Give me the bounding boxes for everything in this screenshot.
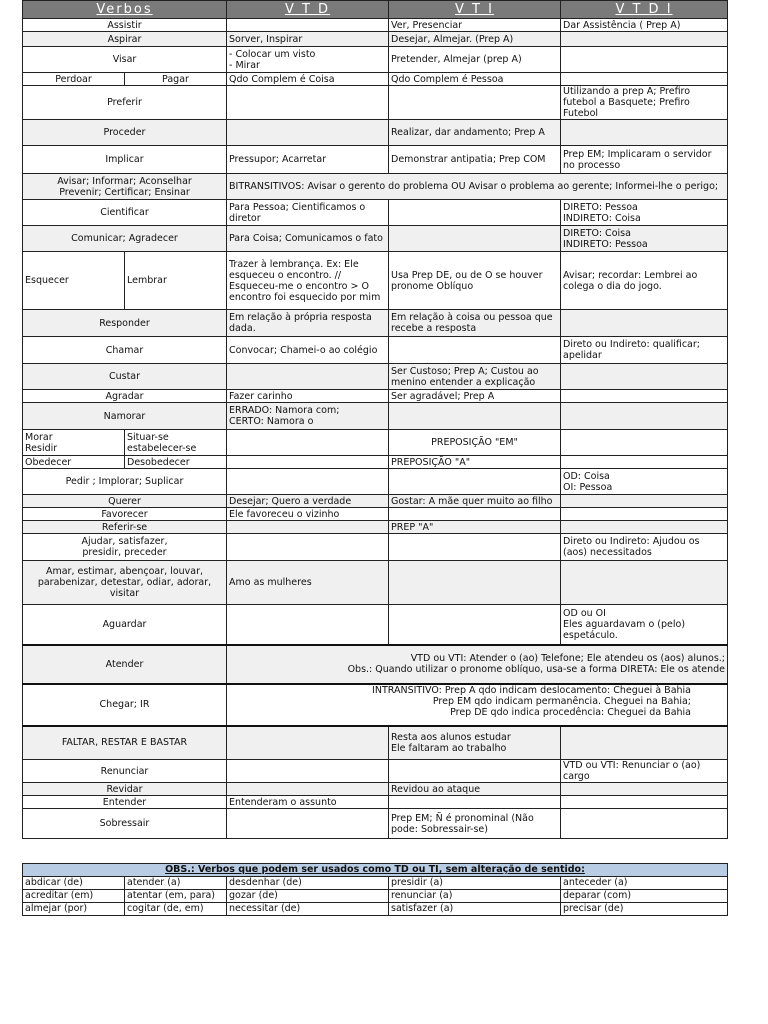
vtdi-cell: [561, 456, 728, 469]
vti-cell: PREPOSIÇÃO "EM": [389, 430, 561, 456]
note-cell: VTD ou VTI: Atender o (ao) Telefone; Ele atendeu os (aos) alunos.; Obs.: Quando utilizar o pronome oblíquo, usa-se a forma DIRETA: Ele os atende: [227, 645, 728, 684]
vtd-cell: ERRADO: Namora com; CERTO: Namora o: [227, 403, 389, 430]
table-row: [23, 73, 728, 86]
table-row: [23, 783, 728, 796]
vtd-cell: [227, 605, 389, 645]
vtd-cell: Para Coisa; Comunicamos o fato: [227, 226, 389, 252]
vti-cell: Pretender, Almejar (prep A): [389, 47, 561, 73]
verb-cell: Sobressair: [23, 809, 227, 839]
verb-cell: Chamar: [23, 337, 227, 364]
table-row: [23, 337, 728, 364]
vti-cell: [389, 226, 561, 252]
table-row: [23, 364, 728, 390]
obs-row: [23, 890, 728, 903]
vtdi-cell: Direto ou Indireto: Ajudou os (aos) necessitados: [561, 534, 728, 561]
vti-cell: Resta aos alunos estudar Ele faltaram ao trabalho: [389, 726, 561, 760]
vti-cell: [389, 605, 561, 645]
verb-cell: Esquecer: [23, 252, 125, 310]
obs-verbs-table: [22, 863, 728, 916]
obs-title-row: [23, 864, 728, 877]
vtdi-cell: [561, 120, 728, 146]
vti-cell: Gostar: A mãe quer muito ao filho: [389, 495, 561, 508]
vti-cell: PREP "A": [389, 521, 561, 534]
obs-cell: satisfazer (a): [389, 903, 561, 916]
verb-cell: Renunciar: [23, 760, 227, 783]
vti-cell: [389, 561, 561, 605]
vtd-cell: Pressupor; Acarretar: [227, 146, 389, 174]
table-row: [23, 456, 728, 469]
table-row: [23, 495, 728, 508]
vtd-cell: [227, 19, 389, 32]
vtd-cell: Para Pessoa; Cientificamos o diretor: [227, 200, 389, 226]
vtdi-cell: [561, 403, 728, 430]
verb-cell: Agradar: [23, 390, 227, 403]
table-row: [23, 796, 728, 809]
verb-cell: Situar-se estabelecer-se: [125, 430, 227, 456]
vtdi-cell: Avisar; recordar: Lembrei ao colega o dia do jogo.: [561, 252, 728, 310]
table-row: [23, 120, 728, 146]
vti-cell: Qdo Complem é Pessoa: [389, 73, 561, 86]
table-row: [23, 809, 728, 839]
vtd-cell: [227, 534, 389, 561]
verb-cell: Pedir ; Implorar; Suplicar: [23, 469, 227, 495]
verb-cell: Revidar: [23, 783, 227, 796]
vtdi-cell: [561, 809, 728, 839]
verb-cell: Implicar: [23, 146, 227, 174]
table-row: [23, 174, 728, 200]
vtd-cell: Entenderam o assunto: [227, 796, 389, 809]
obs-cell: almejar (por): [23, 903, 125, 916]
obs-cell: atender (a): [125, 877, 227, 890]
vtd-cell: Trazer à lembrança. Ex: Ele esqueceu o encontro. // Esqueceu-me o encontro > O encontro foi esquecido por mim: [227, 252, 389, 310]
vtd-cell: [227, 364, 389, 390]
verb-cell: Lembrar: [125, 252, 227, 310]
obs-cell: presidir (a): [389, 877, 561, 890]
verb-cell: Obedecer: [23, 456, 125, 469]
table-row: [23, 760, 728, 783]
vti-cell: [389, 534, 561, 561]
verb-cell: Visar: [23, 47, 227, 73]
verb-cell: Entender: [23, 796, 227, 809]
vtd-cell: Fazer carinho: [227, 390, 389, 403]
obs-cell: desdenhar (de): [227, 877, 389, 890]
vti-cell: Realizar, dar andamento; Prep A: [389, 120, 561, 146]
vti-cell: [389, 403, 561, 430]
bitransitive-cell: BITRANSITIVOS: Avisar o gerento do problema OU Avisar o problema ao gerente; Informei-lhe o perigo;: [227, 174, 728, 200]
vtdi-cell: Utilizando a prep A; Prefiro futebol a Basquete; Prefiro Futebol: [561, 86, 728, 120]
verb-cell: Proceder: [23, 120, 227, 146]
obs-cell: gozar (de): [227, 890, 389, 903]
verb-cell: Perdoar: [23, 73, 125, 86]
table-row: [23, 252, 728, 310]
vtd-cell: [227, 430, 389, 456]
vtd-cell: Convocar; Chamei-o ao colégio: [227, 337, 389, 364]
header-vtd: V T D: [227, 1, 389, 19]
table-row: [23, 521, 728, 534]
vtd-cell: Amo as mulheres: [227, 561, 389, 605]
vti-cell: Desejar, Almejar. (Prep A): [389, 32, 561, 47]
table-row: [23, 605, 728, 645]
verb-cell: Aspirar: [23, 32, 227, 47]
verb-cell: Querer: [23, 495, 227, 508]
obs-cell: necessitar (de): [227, 903, 389, 916]
obs-cell: deparar (com): [561, 890, 728, 903]
vtdi-cell: OD: Coisa OI: Pessoa: [561, 469, 728, 495]
table-row: [23, 86, 728, 120]
vti-cell: [389, 337, 561, 364]
obs-cell: atentar (em, para): [125, 890, 227, 903]
table-row: [23, 32, 728, 47]
vtdi-cell: DIRETO: Pessoa INDIRETO: Coisa: [561, 200, 728, 226]
vti-cell: Ser agradável; Prep A: [389, 390, 561, 403]
obs-cell: abdicar (de): [23, 877, 125, 890]
table-row: [23, 146, 728, 174]
table-row: [23, 47, 728, 73]
verb-cell: Pagar: [125, 73, 227, 86]
obs-cell: anteceder (a): [561, 877, 728, 890]
verb-cell: Amar, estimar, abençoar, louvar, parabenizar, detestar, odiar, adorar, visitar: [23, 561, 227, 605]
vtd-cell: - Colocar um visto - Mirar: [227, 47, 389, 73]
vti-cell: Ver, Presenciar: [389, 19, 561, 32]
verb-cell: Preferir: [23, 86, 227, 120]
header-vti: V T I: [389, 1, 561, 19]
vtd-cell: [227, 521, 389, 534]
table-row: [23, 19, 728, 32]
table-row: [23, 684, 728, 726]
verb-cell: Favorecer: [23, 508, 227, 521]
table-row: [23, 310, 728, 337]
vtdi-cell: OD ou OI Eles aguardavam o (pelo) espetáculo.: [561, 605, 728, 645]
verb-cell: Chegar; IR: [23, 684, 227, 726]
table-row: [23, 508, 728, 521]
verb-cell: Morar Residir: [23, 430, 125, 456]
vtdi-cell: [561, 310, 728, 337]
obs-cell: cogitar (de, em): [125, 903, 227, 916]
vti-cell: Demonstrar antipatia; Prep COM: [389, 146, 561, 174]
vtd-cell: Em relação à própria resposta dada.: [227, 310, 389, 337]
verb-cell: Avisar; Informar; Aconselhar Prevenir; Certificar; Ensinar: [23, 174, 227, 200]
vtd-cell: [227, 809, 389, 839]
vtd-cell: Ele favoreceu o vizinho: [227, 508, 389, 521]
vtd-cell: Qdo Complem é Coisa: [227, 73, 389, 86]
header-verbos: Verbos: [23, 1, 227, 19]
verb-cell: Referir-se: [23, 521, 227, 534]
vtd-cell: Desejar; Quero a verdade: [227, 495, 389, 508]
vtdi-cell: [561, 390, 728, 403]
vtd-cell: [227, 86, 389, 120]
vti-cell: [389, 86, 561, 120]
table-row: [23, 534, 728, 561]
obs-row: [23, 877, 728, 890]
vtdi-cell: Direto ou Indireto: qualificar; apelidar: [561, 337, 728, 364]
verb-cell: Custar: [23, 364, 227, 390]
vti-cell: [389, 469, 561, 495]
obs-title: OBS.: Verbos que podem ser usados como TD ou TI, sem alteração de sentido:: [23, 864, 728, 877]
vtdi-cell: [561, 495, 728, 508]
vtdi-cell: [561, 508, 728, 521]
vtdi-cell: [561, 796, 728, 809]
vtdi-cell: DIRETO: Coisa INDIRETO: Pessoa: [561, 226, 728, 252]
vtdi-cell: VTD ou VTI: Renunciar o (ao) cargo: [561, 760, 728, 783]
vtd-cell: [227, 120, 389, 146]
verb-cell: Namorar: [23, 403, 227, 430]
verb-cell: Assistir: [23, 19, 227, 32]
table-row: [23, 200, 728, 226]
verb-cell: Desobedecer: [125, 456, 227, 469]
table-row: [23, 645, 728, 684]
verb-cell: Responder: [23, 310, 227, 337]
verb-cell: FALTAR, RESTAR E BASTAR: [23, 726, 227, 760]
obs-row: [23, 903, 728, 916]
vtdi-cell: [561, 73, 728, 86]
vtd-cell: [227, 456, 389, 469]
obs-cell: acreditar (em): [23, 890, 125, 903]
vti-cell: [389, 760, 561, 783]
table-row: [23, 469, 728, 495]
table-row: [23, 726, 728, 760]
vti-cell: [389, 200, 561, 226]
vti-cell: Usa Prep DE, ou de O se houver pronome Oblíquo: [389, 252, 561, 310]
vtdi-cell: [561, 364, 728, 390]
vti-cell: Revidou ao ataque: [389, 783, 561, 796]
vtdi-cell: [561, 32, 728, 47]
vtdi-cell: [561, 521, 728, 534]
vti-cell: PREPOSIÇÃO "A": [389, 456, 561, 469]
vtdi-cell: [561, 726, 728, 760]
table-row: [23, 430, 728, 456]
verb-cell: Comunicar; Agradecer: [23, 226, 227, 252]
verb-cell: Cientificar: [23, 200, 227, 226]
verb-cell: Aguardar: [23, 605, 227, 645]
vtdi-cell: Dar Assistência ( Prep A): [561, 19, 728, 32]
header-vtdi: V T D I: [561, 1, 728, 19]
vtd-cell: [227, 783, 389, 796]
table-row: [23, 561, 728, 605]
vti-cell: Em relação à coisa ou pessoa que recebe a resposta: [389, 310, 561, 337]
verb-cell: Ajudar, satisfazer, presidir, preceder: [23, 534, 227, 561]
table-row: [23, 226, 728, 252]
obs-cell: renunciar (a): [389, 890, 561, 903]
verb-cell: Atender: [23, 645, 227, 684]
vtd-cell: [227, 469, 389, 495]
vti-cell: Ser Custoso; Prep A; Custou ao menino entender a explicação: [389, 364, 561, 390]
vtd-cell: Sorver, Inspirar: [227, 32, 389, 47]
vtdi-cell: [561, 430, 728, 456]
vti-cell: [389, 796, 561, 809]
verb-regency-table: [22, 0, 728, 839]
obs-cell: precisar (de): [561, 903, 728, 916]
vtdi-cell: [561, 783, 728, 796]
vtdi-cell: [561, 561, 728, 605]
table-row: [23, 403, 728, 430]
vtd-cell: [227, 760, 389, 783]
vtdi-cell: Prep EM; Implicaram o servidor no processo: [561, 146, 728, 174]
table-row: [23, 390, 728, 403]
vti-cell: [389, 508, 561, 521]
vtd-cell: [227, 726, 389, 760]
header-row: [23, 1, 728, 19]
vtdi-cell: [561, 47, 728, 73]
vti-cell: Prep EM; Ñ é pronominal (Não pode: Sobressair-se): [389, 809, 561, 839]
note-cell: INTRANSITIVO: Prep A qdo indicam deslocamento: Cheguei à Bahia Prep EM qdo indicam permanência. Cheguei na Bahia; Prep DE qdo indica procedência: Cheguei da Bahia: [227, 684, 728, 726]
